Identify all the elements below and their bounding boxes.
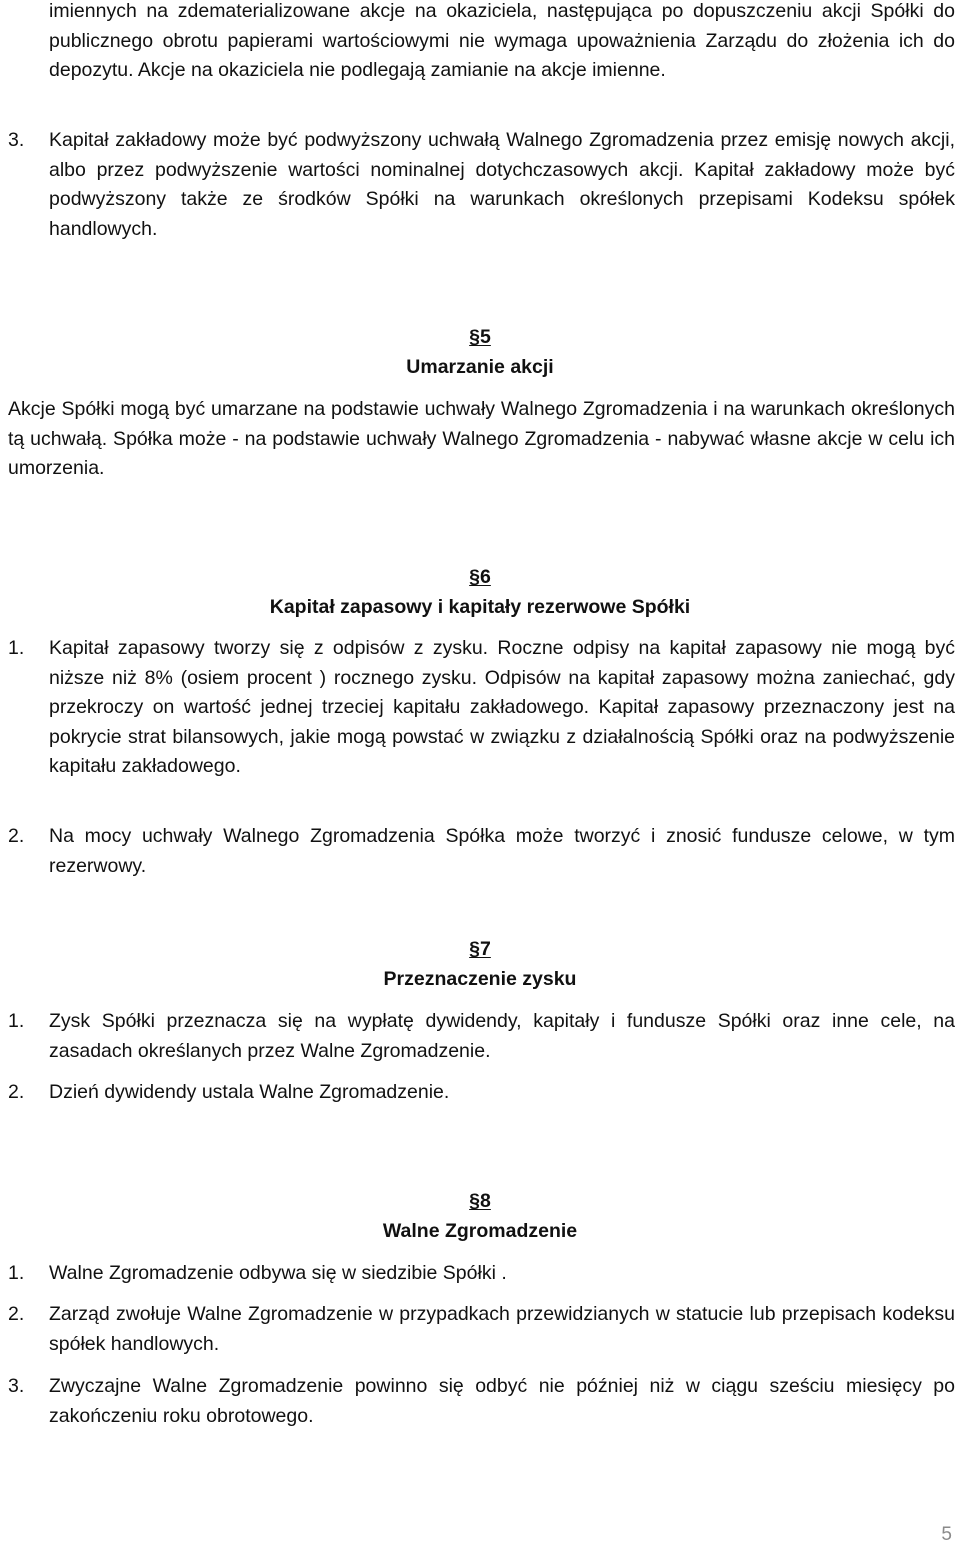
list-item-text: Kapitał zakładowy może być podwyższony uchwałą Walnego Zgromadzenia przez emisję nowych akcji, albo przez podwyższenie wartości nominalnej dotychczasowych akcji. Kapitał zakładowy może być podwyższony także ze środków Spółki na warunkach określonych przepisami Kodeksu spółek handlowych. — [49, 129, 955, 240]
section-number: §6 — [469, 566, 491, 588]
list-item-text: Dzień dywidendy ustala Walne Zgromadzenie. — [49, 1081, 450, 1103]
section-number: §5 — [469, 326, 491, 348]
list-item-number: 1. — [8, 1262, 25, 1284]
section-number: §8 — [469, 1190, 491, 1212]
continued-paragraph: imiennych na zdematerializowane akcje na okaziciela, następująca po dopuszczeniu akcji Spółki do publicznego obrotu papierami wartościowymi nie wymaga upoważnienia Zarządu do złożenia ich do depozytu. Akcje na okaziciela nie podlegają zamianie na akcje imienne. — [49, 0, 955, 81]
section-heading — [0, 1187, 960, 1246]
list-item-text: Zarząd zwołuje Walne Zgromadzenie w przypadkach przewidzianych w statucie lub przepisach kodeksu spółek handlowych. — [49, 1303, 955, 1355]
list-item — [8, 822, 955, 881]
list-item — [8, 634, 955, 782]
section-number: §7 — [469, 938, 491, 960]
list-item — [8, 1259, 955, 1289]
list-item — [8, 1007, 955, 1066]
list-item-number: 2. — [8, 1081, 25, 1103]
list-item-number: 1. — [8, 1010, 25, 1032]
list-item-number: 1. — [8, 637, 25, 659]
section-title: Umarzanie akcji — [406, 355, 554, 378]
list-item — [8, 126, 955, 244]
list-item-number: 3. — [8, 129, 25, 151]
section-heading — [0, 935, 960, 994]
section-heading — [0, 323, 960, 382]
list-item-number: 2. — [8, 825, 25, 847]
list-item — [8, 1300, 955, 1359]
page-number: 5 — [941, 1524, 952, 1545]
list-item-text: Zysk Spółki przeznacza się na wypłatę dywidendy, kapitały i fundusze Spółki oraz inne cele, na zasadach określanych przez Walne Zgromadzenie. — [49, 1010, 955, 1062]
list-item — [8, 1078, 955, 1108]
list-item-text: Na mocy uchwały Walnego Zgromadzenia Spółka może tworzyć i znosić fundusze celowe, w tym rezerwowy. — [49, 825, 955, 877]
section-heading — [0, 563, 960, 622]
list-item-text: Kapitał zapasowy tworzy się z odpisów z zysku. Roczne odpisy na kapitał zapasowy nie mogą być niższe niż 8% (osiem procent ) rocznego zysku. Odpisów na kapitał zapasowy można zaniechać, gdy przekroczy on wartość jednej trzeciej kapitału zakładowego. Kapitał zapasowy przeznaczony jest na pokrycie strat bilansowych, jakie mogą powstać w związku z działalnością Spółki oraz na podwyższenie kapitału zakładowego. — [49, 637, 955, 777]
list-item-number: 2. — [8, 1303, 25, 1325]
section-title: Kapitał zapasowy i kapitały rezerwowe Spółki — [269, 595, 691, 618]
section-paragraph: Akcje Spółki mogą być umarzane na podstawie uchwały Walnego Zgromadzenia i na warunkach określonych tą uchwałą. Spółka może - na podstawie uchwały Walnego Zgromadzenia - nabywać własne akcje w celu ich umorzenia. — [8, 398, 955, 479]
section-title: Walne Zgromadzenie — [382, 1219, 578, 1242]
list-item-text: Walne Zgromadzenie odbywa się w siedzibie Spółki . — [49, 1262, 507, 1284]
list-item — [8, 1372, 955, 1431]
list-item-text: Zwyczajne Walne Zgromadzenie powinno się odbyć nie później niż w ciągu sześciu miesięcy po zakończeniu roku obrotowego. — [49, 1375, 955, 1427]
section-title: Przeznaczenie zysku — [383, 967, 577, 990]
list-item-number: 3. — [8, 1375, 25, 1397]
